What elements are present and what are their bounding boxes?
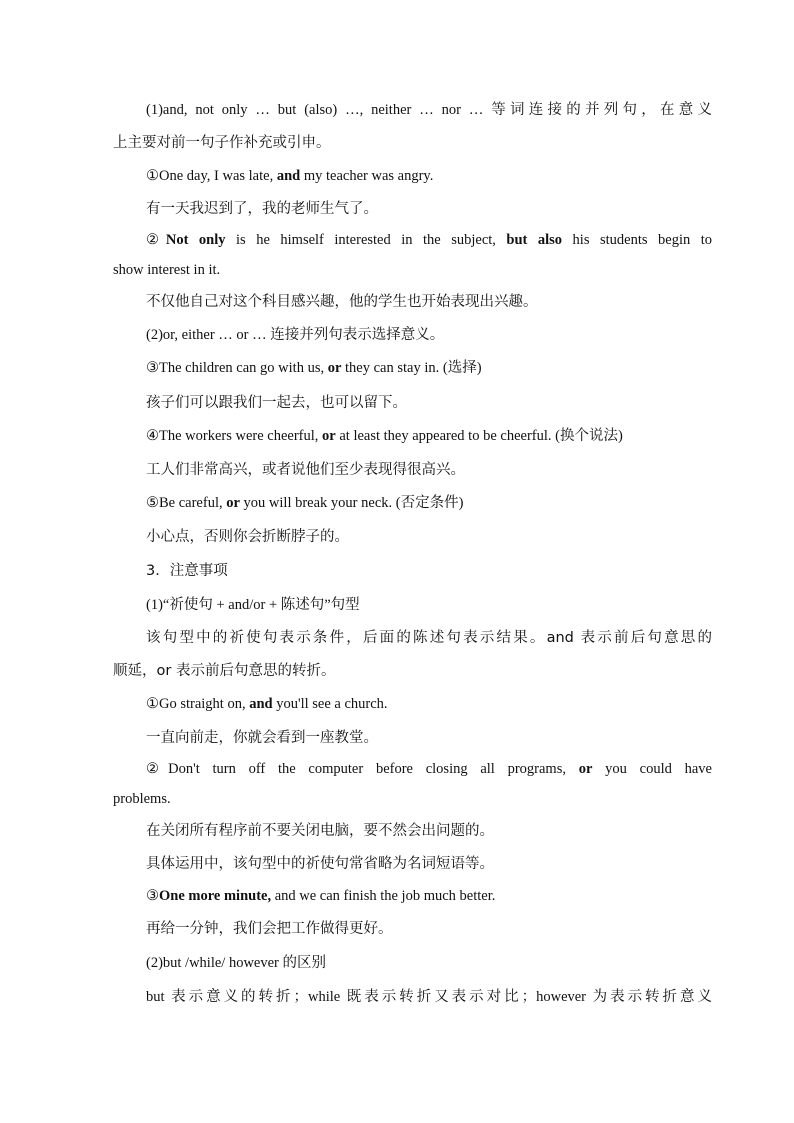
example-8-english: ③One more minute, and we can finish the job much better. (146, 888, 496, 904)
paragraph-line-1: (1)and, not only … but (also) …, neither … nor … 等词连接的并列句，在意义 (146, 102, 712, 118)
subheading-or-either: (2)or, either … or … 连接并列句表示选择意义。 (146, 327, 445, 343)
pattern-explanation-line-2: 顺延，or 表示前后句意思的转折。 (113, 663, 336, 679)
example-3-chinese: 孩子们可以跟我们一起去，也可以留下。 (146, 395, 407, 411)
paragraph-line-2: 上主要对前一句子作补充或引申。 (113, 135, 331, 151)
example-7-chinese: 在关闭所有程序前不要关闭电脑，要不然会出问题的。 (146, 823, 494, 839)
example-2-chinese: 不仅他自己对这个科目感兴趣，他的学生也开始表现出兴趣。 (146, 294, 538, 310)
example-1-chinese: 有一天我迟到了，我的老师生气了。 (146, 201, 378, 217)
usage-note: 具体运用中，该句型中的祈使句常省略为名词短语等。 (146, 856, 494, 872)
example-1-english: ①One day, I was late, and my teacher was angry. (146, 168, 434, 184)
example-5-chinese: 小心点，否则你会折断脖子的。 (146, 529, 349, 545)
example-4-english: ④The workers were cheerful, or at least they appeared to be cheerful. (换个说法) (146, 428, 623, 444)
example-2-english-line-2: show interest in it. (113, 262, 221, 278)
example-2-english-line-1: ②Not only is he himself interested in the subject, but also his students begin to (146, 232, 712, 248)
example-8-chinese: 再给一分钟，我们会把工作做得更好。 (146, 921, 393, 937)
example-7-english-line-1: ②Don't turn off the computer before closing all programs, or you could have (146, 761, 712, 777)
subheading-imperative-pattern: (1)“祈使句 + and/or + 陈述句”句型 (146, 597, 360, 613)
example-5-english: ⑤Be careful, or you will break your neck. (否定条件) (146, 495, 464, 511)
example-6-chinese: 一直向前走，你就会看到一座教堂。 (146, 730, 378, 746)
subheading-but-while-however: (2)but /while/ however 的区别 (146, 955, 327, 971)
example-6-english: ①Go straight on, and you'll see a church. (146, 696, 388, 712)
section-heading-3: 3．注意事项 (146, 563, 228, 579)
pattern-explanation-line-1: 该句型中的祈使句表示条件，后面的陈述句表示结果。and 表示前后句意思的 (146, 630, 712, 646)
example-7-english-line-2: problems. (113, 791, 171, 807)
but-while-however-explanation: but 表示意义的转折；while 既表示转折又表示对比；however 为表示转折意义 (146, 989, 712, 1005)
example-4-chinese: 工人们非常高兴，或者说他们至少表现得很高兴。 (146, 462, 465, 478)
example-3-english: ③The children can go with us, or they can stay in. (选择) (146, 360, 482, 376)
